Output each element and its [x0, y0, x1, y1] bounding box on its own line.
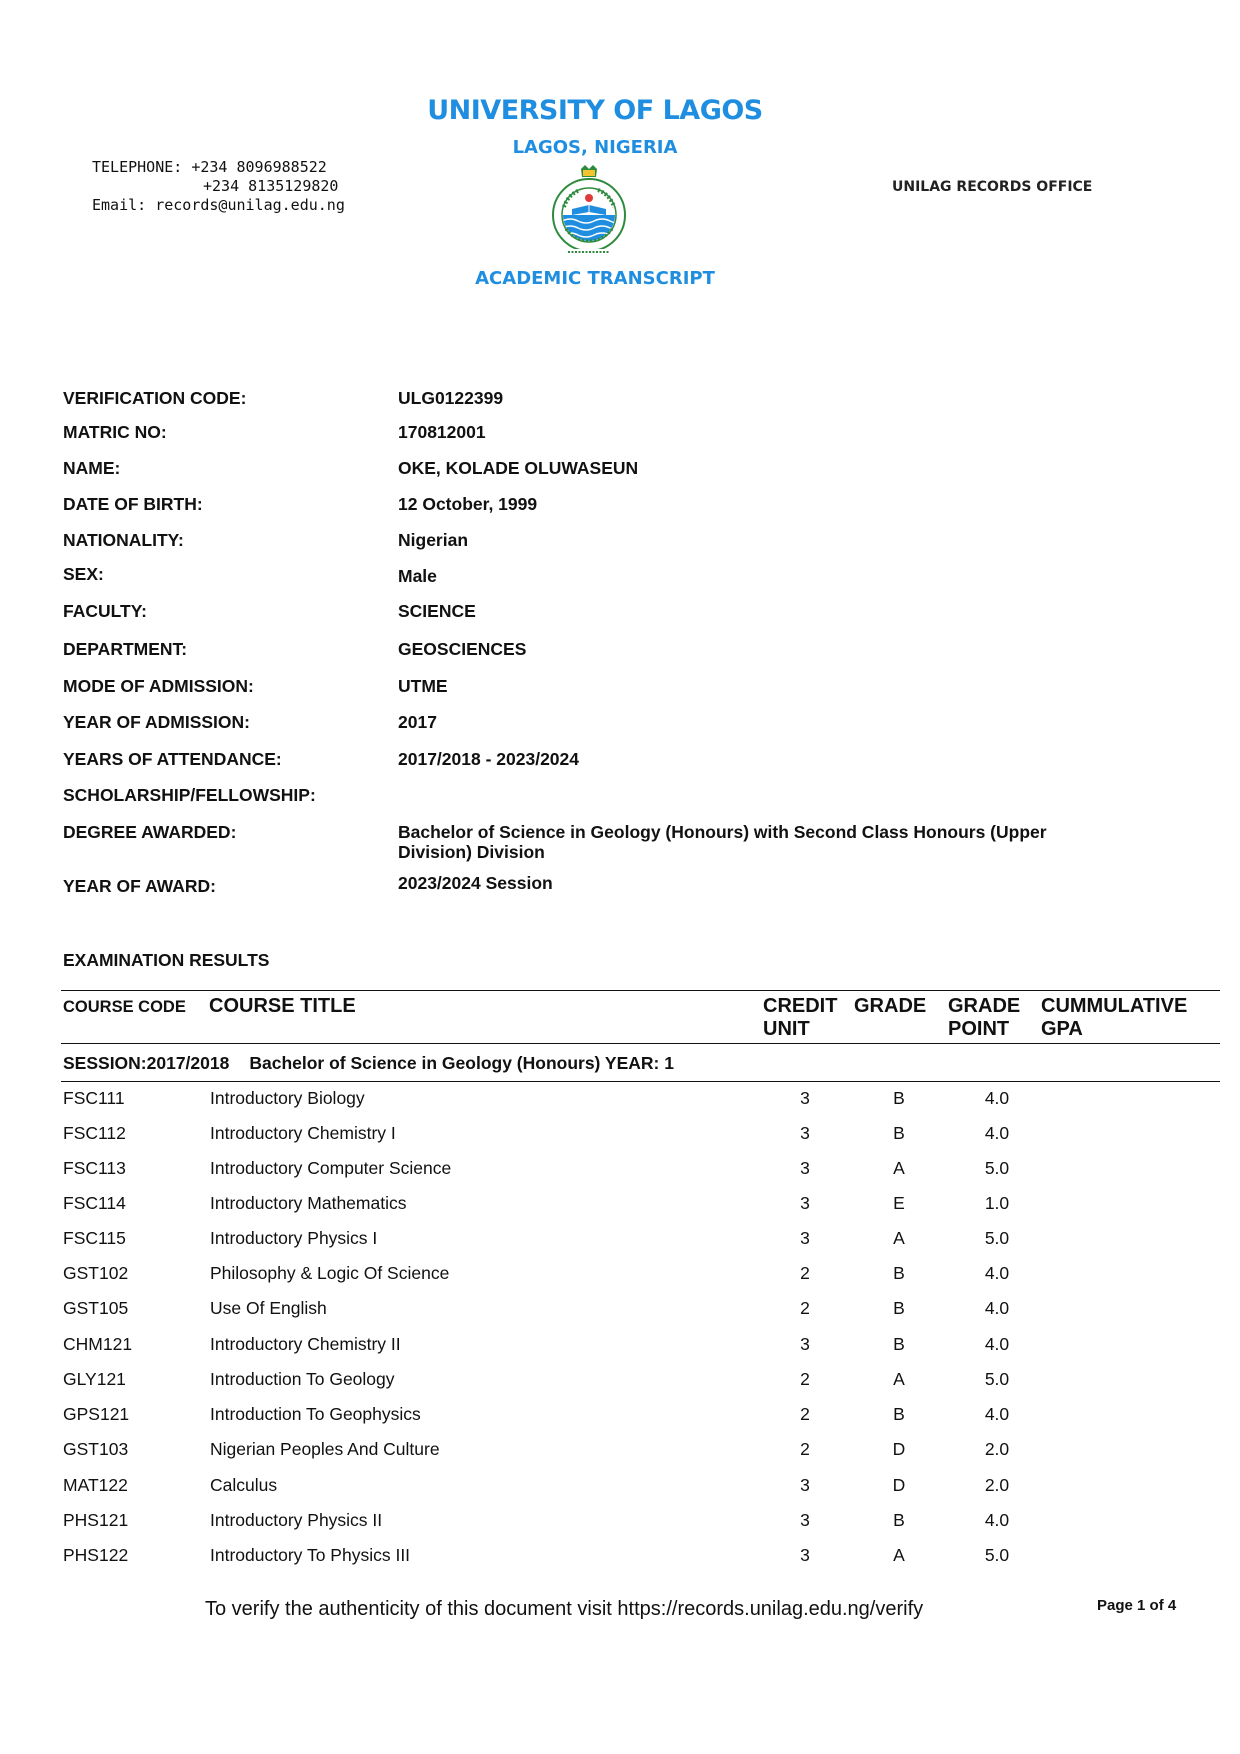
- col-grade: GRADE: [854, 995, 927, 1017]
- course-title: Nigerian Peoples And Culture: [210, 1439, 440, 1459]
- date-of-birth-value: 12 October, 1999: [398, 494, 538, 514]
- course-title: Introductory Chemistry II: [210, 1334, 401, 1354]
- course-title: Introductory Biology: [210, 1088, 365, 1108]
- course-code: GST102: [63, 1263, 129, 1283]
- course-code: FSC115: [63, 1228, 126, 1248]
- course-title: Introductory To Physics III: [210, 1545, 411, 1565]
- course-title: Introduction To Geophysics: [210, 1404, 421, 1424]
- table-row: [0, 1158, 1240, 1188]
- col-credit-line-2: UNIT: [763, 1018, 810, 1040]
- page-number: Page 1 of 4: [1097, 1597, 1177, 1614]
- matric-no-value: 170812001: [398, 422, 486, 442]
- course-title: Introductory Physics II: [210, 1510, 383, 1530]
- credit-unit: 3: [800, 1123, 810, 1143]
- col-grade-point: [948, 995, 1020, 1041]
- grade-point: 4.0: [984, 1298, 1010, 1318]
- credit-unit: 3: [800, 1545, 810, 1565]
- course-code: FSC114: [63, 1193, 126, 1213]
- course-code: CHM121: [63, 1334, 133, 1354]
- credit-unit: 3: [800, 1228, 810, 1248]
- grade-point: 4.0: [984, 1404, 1010, 1424]
- nationality-label: NATIONALITY:: [63, 530, 184, 550]
- course-title: Introductory Physics I: [210, 1228, 378, 1248]
- scholarship-label: SCHOLARSHIP/FELLOWSHIP:: [63, 785, 316, 805]
- course-title: Introduction To Geology: [210, 1369, 395, 1389]
- course-code: FSC112: [63, 1123, 126, 1143]
- credit-unit: 2: [800, 1369, 810, 1389]
- department-label: DEPARTMENT:: [63, 639, 188, 659]
- grade-point: 4.0: [984, 1510, 1010, 1530]
- course-title: Introductory Mathematics: [210, 1193, 407, 1213]
- grade: D: [892, 1439, 906, 1459]
- course-title: Introductory Computer Science: [210, 1158, 452, 1178]
- grade: E: [893, 1193, 905, 1213]
- years-of-attendance-value: 2017/2018 - 2023/2024: [398, 749, 579, 769]
- verification-notice: To verify the authenticity of this document visit https://records.unilag.edu.ng/verify: [205, 1598, 924, 1620]
- session-row: [63, 1053, 674, 1074]
- course-code: GPS121: [63, 1404, 130, 1424]
- grade-point: 5.0: [984, 1228, 1010, 1248]
- table-row: [0, 1369, 1240, 1399]
- credit-unit: 2: [800, 1263, 810, 1283]
- name-value: OKE, KOLADE OLUWASEUN: [398, 458, 639, 478]
- table-row: [0, 1263, 1240, 1293]
- email-address: records@unilag.edu.ng: [155, 196, 345, 214]
- table-row: [0, 1193, 1240, 1223]
- grade: B: [893, 1263, 905, 1283]
- year-of-admission-value: 2017: [398, 712, 437, 732]
- year-of-award-label: YEAR OF AWARD:: [63, 876, 216, 896]
- course-code: MAT122: [63, 1475, 128, 1495]
- grade: A: [893, 1545, 905, 1565]
- table-row: [0, 1475, 1240, 1505]
- document-title: ACADEMIC TRANSCRIPT: [475, 268, 715, 289]
- telephone-label: TELEPHONE:: [92, 158, 183, 176]
- table-row: [0, 1298, 1240, 1328]
- credit-unit: 3: [800, 1510, 810, 1530]
- credit-unit: 3: [800, 1088, 810, 1108]
- year-of-award-value: 2023/2024 Session: [398, 873, 553, 893]
- col-grade-point-line-2: POINT: [948, 1018, 1010, 1040]
- course-title: Philosophy & Logic Of Science: [210, 1263, 450, 1283]
- credit-unit: 3: [800, 1193, 810, 1213]
- university-logo: [550, 165, 628, 261]
- contact-block: [92, 158, 345, 215]
- name-label: NAME:: [63, 458, 121, 478]
- table-header-rule: [61, 1043, 1220, 1044]
- course-code: FSC111: [63, 1088, 125, 1108]
- credit-unit: 3: [800, 1334, 810, 1354]
- table-row: [0, 1545, 1240, 1575]
- course-code: FSC113: [63, 1158, 126, 1178]
- table-row: [0, 1334, 1240, 1364]
- date-of-birth-label: DATE OF BIRTH:: [63, 494, 203, 514]
- grade-point: 2.0: [984, 1439, 1010, 1459]
- col-cgpa-line-1: CUMMULATIVE: [1041, 995, 1188, 1017]
- mode-of-admission-value: UTME: [398, 676, 448, 696]
- grade-point: 5.0: [984, 1369, 1010, 1389]
- credit-unit: 2: [800, 1298, 810, 1318]
- col-credit-unit: [763, 995, 837, 1041]
- university-crest-icon: [550, 165, 628, 261]
- verification-code-value: ULG0122399: [398, 388, 504, 408]
- grade: A: [893, 1228, 905, 1248]
- table-top-rule: [61, 990, 1220, 991]
- grade: B: [893, 1334, 905, 1354]
- course-code: GST103: [63, 1439, 129, 1459]
- col-cumulative-gpa: [1041, 995, 1187, 1041]
- matric-no-label: MATRIC NO:: [63, 422, 167, 442]
- table-row: [0, 1404, 1240, 1434]
- grade-point: 5.0: [984, 1545, 1010, 1565]
- session-programme: Bachelor of Science in Geology (Honours) YEAR: 1: [249, 1053, 674, 1073]
- nationality-value: Nigerian: [398, 530, 469, 550]
- sex-label: SEX:: [63, 564, 104, 584]
- grade: B: [893, 1298, 905, 1318]
- faculty-value: SCIENCE: [398, 601, 476, 621]
- records-office-label: UNILAG RECORDS OFFICE: [892, 179, 1093, 195]
- grade-point: 4.0: [984, 1334, 1010, 1354]
- university-location: LAGOS, NIGERIA: [512, 137, 678, 158]
- credit-unit: 2: [800, 1439, 810, 1459]
- grade-point: 5.0: [984, 1158, 1010, 1178]
- table-row: [0, 1088, 1240, 1118]
- grade-point: 4.0: [984, 1123, 1010, 1143]
- grade-point: 4.0: [984, 1088, 1010, 1108]
- col-course-title: COURSE TITLE: [209, 995, 356, 1017]
- faculty-label: FACULTY:: [63, 601, 147, 621]
- grade-point: 1.0: [984, 1193, 1010, 1213]
- department-value: GEOSCIENCES: [398, 639, 527, 659]
- col-credit-line-1: CREDIT: [763, 995, 838, 1017]
- year-of-admission-label: YEAR OF ADMISSION:: [63, 712, 250, 732]
- grade: A: [893, 1158, 905, 1178]
- credit-unit: 3: [800, 1475, 810, 1495]
- years-of-attendance-label: YEARS OF ATTENDANCE:: [63, 749, 282, 769]
- grade-point: 2.0: [984, 1475, 1010, 1495]
- course-title: Introductory Chemistry I: [210, 1123, 396, 1143]
- email-label: Email:: [92, 196, 147, 214]
- verification-code-label: VERIFICATION CODE:: [63, 388, 247, 408]
- sex-value: Male: [398, 566, 437, 586]
- course-title: Use Of English: [210, 1298, 327, 1318]
- course-code: GLY121: [63, 1369, 126, 1389]
- col-grade-point-line-1: GRADE: [948, 995, 1021, 1017]
- grade: D: [892, 1475, 906, 1495]
- mode-of-admission-label: MODE OF ADMISSION:: [63, 676, 254, 696]
- table-row: [0, 1228, 1240, 1258]
- course-code: PHS121: [63, 1510, 129, 1530]
- grade: A: [893, 1369, 905, 1389]
- credit-unit: 2: [800, 1404, 810, 1424]
- grade: B: [893, 1123, 905, 1143]
- credit-unit: 3: [800, 1158, 810, 1178]
- degree-awarded-value: Bachelor of Science in Geology (Honours) with Second Class Honours (Upper Division) Division: [398, 822, 1047, 862]
- telephone-number-1: +234 8096988522: [191, 158, 327, 176]
- grade: B: [893, 1404, 905, 1424]
- grade: B: [893, 1088, 905, 1108]
- course-code: GST105: [63, 1298, 129, 1318]
- grade-point: 4.0: [984, 1263, 1010, 1283]
- examination-results-title: EXAMINATION RESULTS: [63, 950, 270, 970]
- course-code: PHS122: [63, 1545, 129, 1565]
- table-row: [0, 1123, 1240, 1153]
- session-rule: [61, 1081, 1220, 1082]
- session-label: SESSION:2017/2018: [63, 1053, 230, 1073]
- table-row: [0, 1439, 1240, 1469]
- grade: B: [893, 1510, 905, 1530]
- col-course-code: COURSE CODE: [63, 998, 186, 1016]
- col-cgpa-line-2: GPA: [1041, 1018, 1083, 1040]
- table-row: [0, 1510, 1240, 1540]
- telephone-number-2: +234 8135129820: [203, 177, 339, 195]
- course-title: Calculus: [210, 1475, 278, 1495]
- degree-awarded-label: DEGREE AWARDED:: [63, 822, 237, 842]
- university-name: UNIVERSITY OF LAGOS: [427, 95, 763, 126]
